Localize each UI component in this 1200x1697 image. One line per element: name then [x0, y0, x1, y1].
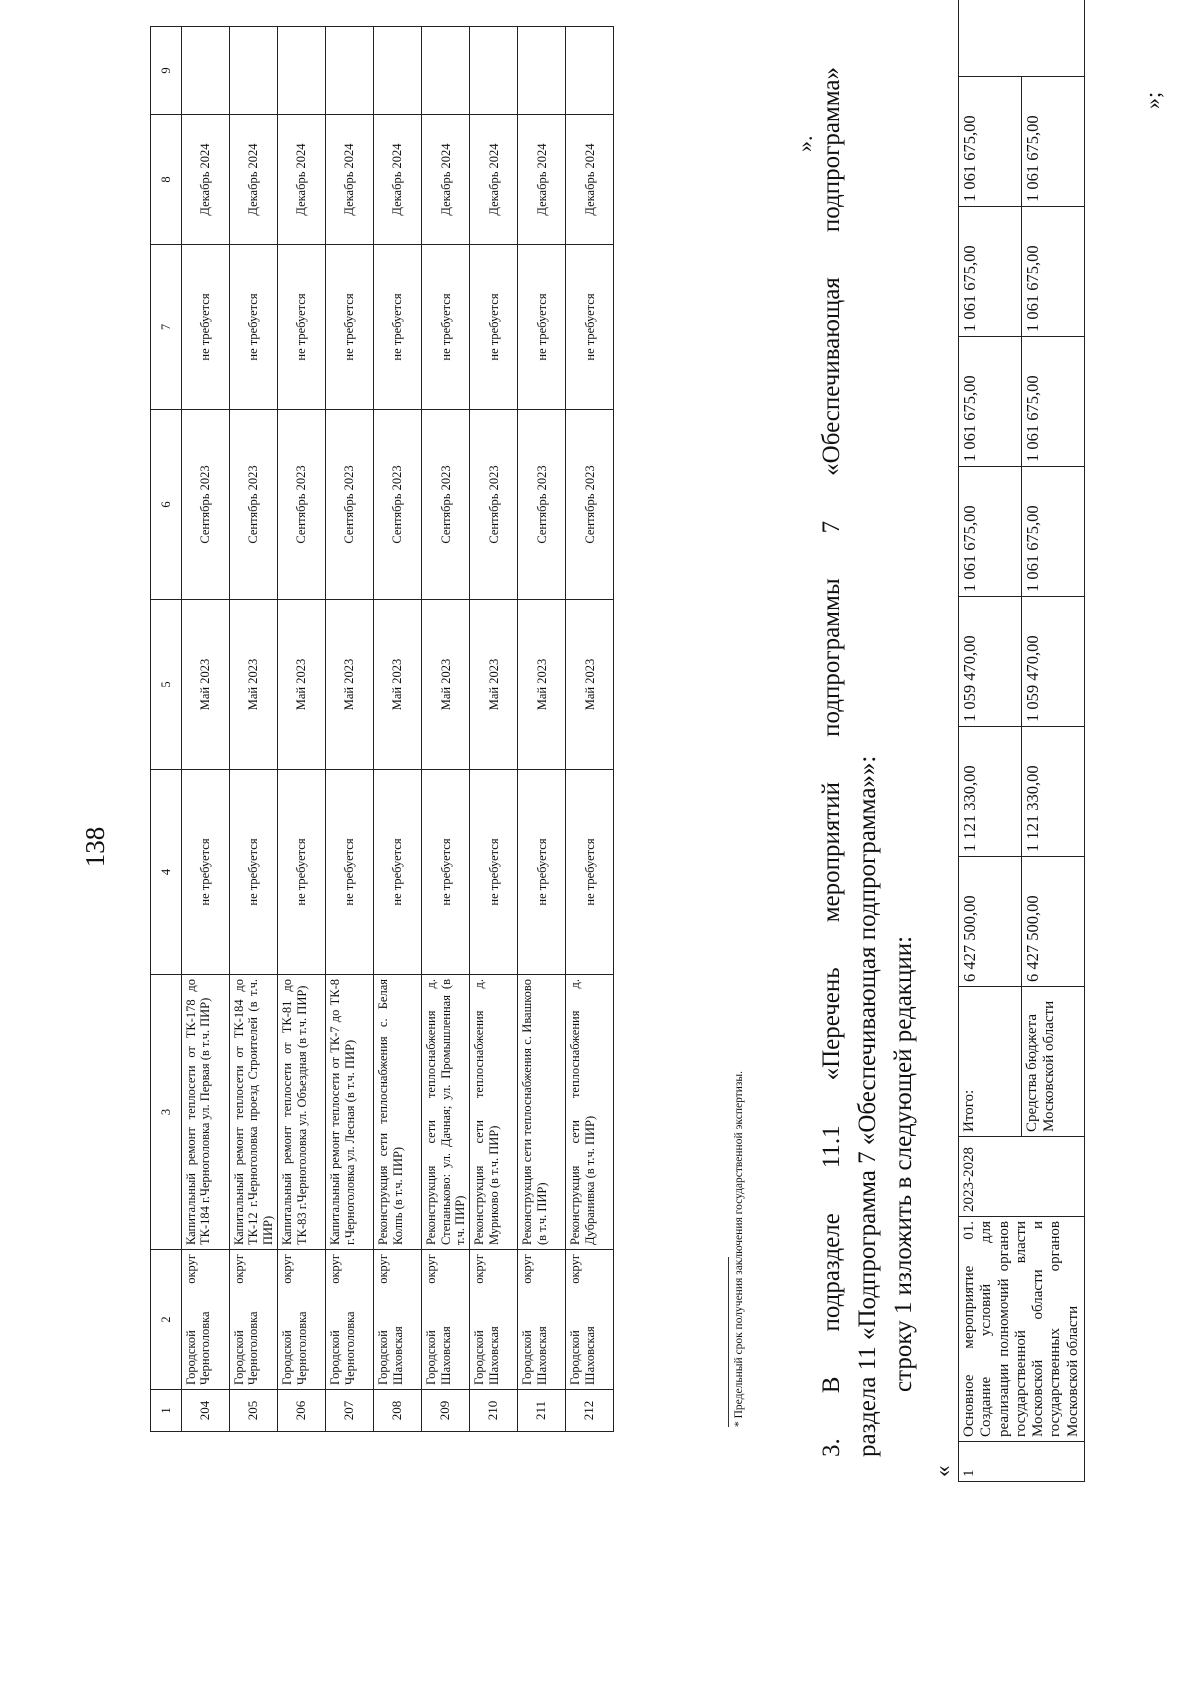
column-header: 6	[151, 410, 182, 600]
project-name: Капитальный ремонт теплосети от ТК-81 до ТК-83 г.Черноголовка ул. Объездная (в т.ч. ПИР)	[278, 975, 326, 1250]
column-header: 3	[151, 975, 182, 1250]
status-cell: не требуется	[470, 245, 518, 410]
project-name: Реконструкция сети теплоснабжения с. Ивашково (в т.ч. ПИР)	[518, 975, 566, 1250]
status-cell: не требуется	[182, 245, 230, 410]
date-cell: Декабрь 2024	[182, 115, 230, 245]
empty-cell	[566, 27, 614, 115]
activity-name: Основное мероприятие 01. Создание условий для реализации полномочий органов государственной власти Московской области и государственных органов Московской области	[959, 1217, 1085, 1442]
date-cell: Сентябрь 2023	[182, 410, 230, 600]
funding-label: Средства бюджета Московской области	[1021, 987, 1084, 1137]
expertise-status: не требуется	[518, 770, 566, 975]
table-row	[959, 0, 1022, 1482]
municipality: Городской округ Шаховская	[422, 1250, 470, 1390]
project-name: Капитальный ремонт теплосети от ТК-184 до ТК-12 г.Черноголовка проезд Строителей (в т.ч. ПИР)	[230, 975, 278, 1250]
date-cell: Сентябрь 2023	[422, 410, 470, 600]
date-cell: Сентябрь 2023	[470, 410, 518, 600]
date-cell: Май 2023	[518, 600, 566, 770]
date-cell: Май 2023	[374, 600, 422, 770]
date-cell: Декабрь 2024	[230, 115, 278, 245]
amendment-paragraph-line: раздела 11 «Подпрограмма 7 «Обеспечивающая подпрограмма»»:	[854, 755, 881, 1457]
row-number: 207	[326, 1390, 374, 1432]
table-row	[566, 27, 614, 1432]
municipality: Городской округ Черноголовка	[326, 1250, 374, 1390]
column-header: 7	[151, 245, 182, 410]
date-cell: Май 2023	[566, 600, 614, 770]
project-name: Реконструкция сети теплоснабжения д. Муриково (в т.ч. ПИР)	[470, 975, 518, 1250]
table-row	[326, 27, 374, 1432]
empty-cell	[470, 27, 518, 115]
table-row	[518, 27, 566, 1432]
expertise-status: не требуется	[422, 770, 470, 975]
date-cell: Декабрь 2024	[326, 115, 374, 245]
date-cell: Май 2023	[326, 600, 374, 770]
municipality: Городской округ Черноголовка	[182, 1250, 230, 1390]
amount-cell: 1 061 675,00	[1021, 207, 1084, 337]
empty-cell	[182, 27, 230, 115]
amendment-paragraph-line: 3. В подразделе 11.1 «Перечень мероприятий подпрограммы 7 «Обеспечивающая подпрограмма»	[818, 67, 845, 1457]
empty-cell	[374, 27, 422, 115]
footnote: * Предельный срок получения заключения государственной экспертизы.	[733, 1071, 745, 1427]
row-number: 1	[959, 1442, 1085, 1482]
opening-quote: «	[930, 1465, 955, 1477]
date-cell: Май 2023	[422, 600, 470, 770]
amount-cell: 1 061 675,00	[1021, 467, 1084, 597]
table-row	[278, 27, 326, 1432]
status-cell: не требуется	[518, 245, 566, 410]
status-cell: не требуется	[374, 245, 422, 410]
date-cell: Май 2023	[182, 600, 230, 770]
municipality: Городской округ Шаховская	[374, 1250, 422, 1390]
activities-table	[150, 26, 614, 1432]
empty-cell	[422, 27, 470, 115]
subprogram-table	[958, 0, 1085, 1482]
date-cell: Сентябрь 2023	[518, 410, 566, 600]
expertise-status: не требуется	[182, 770, 230, 975]
row-number: 210	[470, 1390, 518, 1432]
empty-cell	[230, 27, 278, 115]
expertise-status: не требуется	[374, 770, 422, 975]
municipality: Городской округ Черноголовка	[278, 1250, 326, 1390]
row-number: 209	[422, 1390, 470, 1432]
municipality: Городской округ Черноголовка	[230, 1250, 278, 1390]
amount-cell: 1 059 470,00	[1021, 597, 1084, 727]
project-name: Капитальный ремонт теплосети от ТК-7 до ТК-8 г.Черноголовка ул. Лесная (в т.ч. ПИР)	[326, 975, 374, 1250]
closing-quote: »;	[1140, 91, 1165, 109]
closing-quote: ».	[792, 135, 817, 152]
date-cell: Сентябрь 2023	[326, 410, 374, 600]
period: 2023-2028	[959, 1137, 1085, 1217]
amount-cell: 1 121 330,00	[1021, 727, 1084, 857]
expertise-status: не требуется	[470, 770, 518, 975]
row-number: 204	[182, 1390, 230, 1432]
row-number: 212	[566, 1390, 614, 1432]
empty-cell	[518, 27, 566, 115]
amount-cell: 1 061 675,00	[1021, 337, 1084, 467]
amount-cell: 1 061 675,00	[959, 337, 1022, 467]
amount-cell: 1 061 675,00	[959, 207, 1022, 337]
page-number: 138	[80, 826, 110, 868]
amount-cell: 1 061 675,00	[959, 467, 1022, 597]
date-cell: Декабрь 2024	[422, 115, 470, 245]
row-number: 205	[230, 1390, 278, 1432]
expertise-status: не требуется	[230, 770, 278, 975]
expertise-status: не требуется	[326, 770, 374, 975]
row-number: 208	[374, 1390, 422, 1432]
municipality: Городской округ Шаховская	[566, 1250, 614, 1390]
column-header: 1	[151, 1390, 182, 1432]
table-header-row	[151, 27, 182, 1432]
column-header: 4	[151, 770, 182, 975]
row-number: 211	[518, 1390, 566, 1432]
funding-label: Итого:	[959, 987, 1022, 1137]
date-cell: Декабрь 2024	[566, 115, 614, 245]
date-cell: Сентябрь 2023	[278, 410, 326, 600]
amendment-paragraph-line: строку 1 изложить в следующей редакции:	[890, 935, 917, 1392]
table-row	[422, 27, 470, 1432]
amount-cell: 1 059 470,00	[959, 597, 1022, 727]
date-cell: Сентябрь 2023	[374, 410, 422, 600]
project-name: Реконструкция сети теплоснабжения д. Дубранивка (в т.ч. ПИР)	[566, 975, 614, 1250]
status-cell: не требуется	[230, 245, 278, 410]
status-cell: не требуется	[326, 245, 374, 410]
empty-cell	[326, 27, 374, 115]
project-name: Капитальный ремонт теплосети от ТК-178 до ТК-184 г.Черноголовка ул. Первая (в т.ч. ПИР)	[182, 975, 230, 1250]
amount-cell: 1 121 330,00	[959, 727, 1022, 857]
amount-cell: 6 427 500,00	[1021, 857, 1084, 987]
status-cell: не требуется	[422, 245, 470, 410]
date-cell: Декабрь 2024	[470, 115, 518, 245]
table-row	[374, 27, 422, 1432]
amount-cell: 1 061 675,00	[1021, 77, 1084, 207]
date-cell: Сентябрь 2023	[230, 410, 278, 600]
table-row	[230, 27, 278, 1432]
date-cell: Декабрь 2024	[518, 115, 566, 245]
amount-cell: 1 061 675,00	[959, 77, 1022, 207]
date-cell: Май 2023	[470, 600, 518, 770]
column-header: 9	[151, 27, 182, 115]
date-cell: Май 2023	[278, 600, 326, 770]
expertise-status: не требуется	[566, 770, 614, 975]
empty-cell	[959, 0, 1085, 77]
column-header: 5	[151, 600, 182, 770]
column-header: 2	[151, 1250, 182, 1390]
amount-cell: 6 427 500,00	[959, 857, 1022, 987]
empty-cell	[278, 27, 326, 115]
municipality: Городской округ Шаховская	[470, 1250, 518, 1390]
column-header: 8	[151, 115, 182, 245]
table-row	[470, 27, 518, 1432]
project-name: Реконструкция сети теплоснабжения д. Степаньково: ул. Дачная; ул. Промышленная (в т.ч. ПИР)	[422, 975, 470, 1250]
footnote-divider	[728, 1257, 729, 1427]
date-cell: Декабрь 2024	[278, 115, 326, 245]
municipality: Городской округ Шаховская	[518, 1250, 566, 1390]
status-cell: не требуется	[566, 245, 614, 410]
date-cell: Сентябрь 2023	[566, 410, 614, 600]
expertise-status: не требуется	[278, 770, 326, 975]
project-name: Реконструкция сети теплоснабжения с. Белая Колпь (в т.ч. ПИР)	[374, 975, 422, 1250]
date-cell: Май 2023	[230, 600, 278, 770]
date-cell: Декабрь 2024	[374, 115, 422, 245]
status-cell: не требуется	[278, 245, 326, 410]
table-row	[182, 27, 230, 1432]
row-number: 206	[278, 1390, 326, 1432]
